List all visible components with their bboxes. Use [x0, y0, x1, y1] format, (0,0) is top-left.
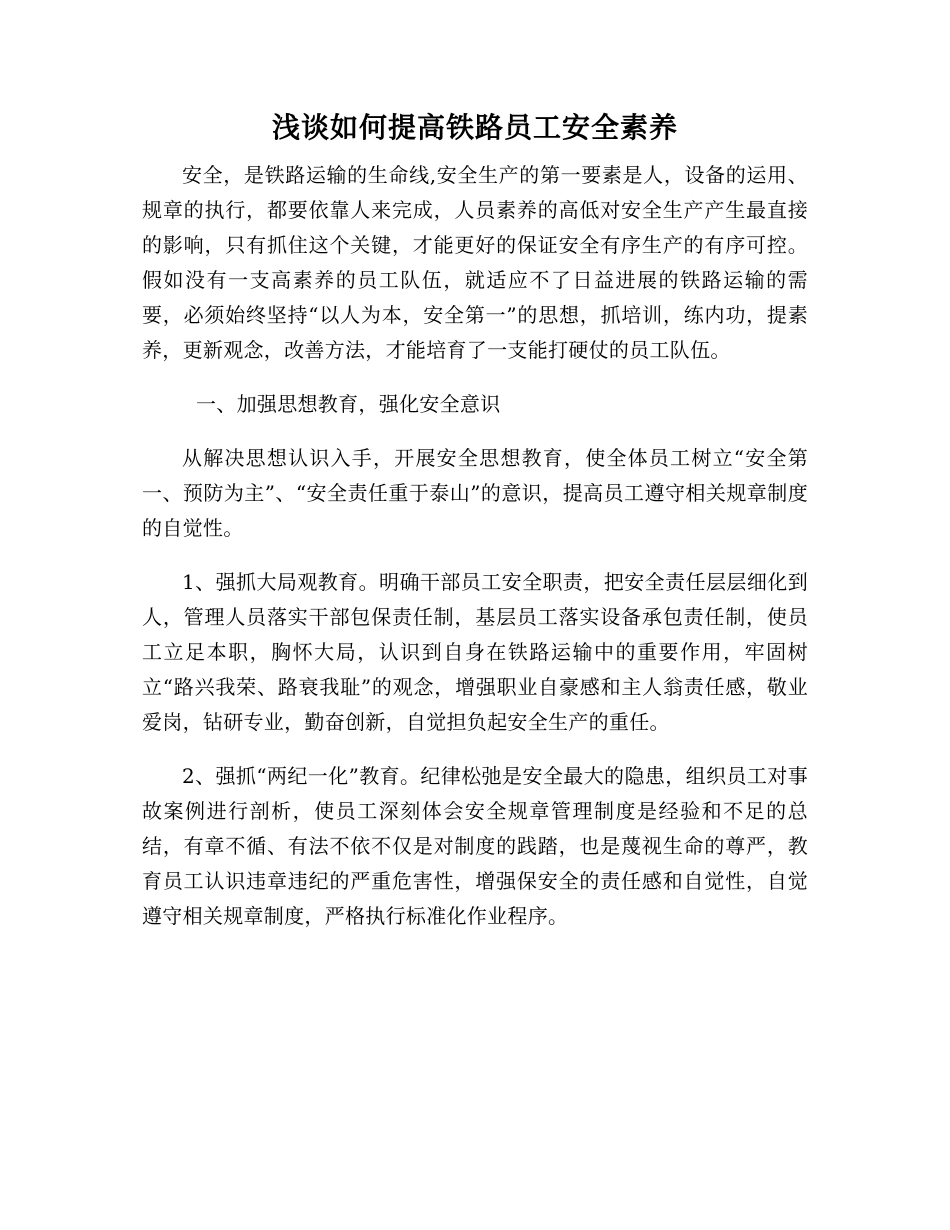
- paragraph-gap: [142, 368, 808, 387]
- section-1-intro-paragraph: 从解决思想认识入手，开展安全思想教育，使全体员工树立“安全第一、预防为主”、“安全责任重于泰山”的意识，提高员工遵守相关规章制度的自觉性。: [142, 446, 808, 540]
- section-heading-1: 一、加强思想教育，强化安全意识: [196, 392, 501, 416]
- point-2-paragraph: 2、强抓“两纪一化”教育。纪律松弛是安全最大的隐患，组织员工对事故案例进行剖析，使员工深刻体会安全规章管理制度是经验和不足的总结，有章不循、有法不依不仅是对制度的践踏，也是蔑视生命的尊严，教育员工认识违章违纪的严重危害性，增强保安全的责任感和自觉性，自觉遵守相关规章制度，严格执行标准化作业程序。: [142, 764, 808, 928]
- point-1-paragraph: 1、强抓大局观教育。明确干部员工安全职责，把安全责任层层细化到人，管理人员落实干部包保责任制，基层员工落实设备承包责任制，使员工立足本职，胸怀大局，认识到自身在铁路运输中的重要作用，牢固树立“路兴我荣、路衰我耻”的观念，增强职业自豪感和主人翁责任感，敬业爱岗，钻研专业，勤奋创新，自觉担负起安全生产的重任。: [142, 570, 808, 734]
- paragraph-gap: [142, 422, 808, 441]
- intro-paragraph: 安全，是铁路运输的生命线,安全生产的第一要素是人，设备的运用、规章的执行，都要依靠人来完成，人员素养的高低对安全生产产生最直接的影响，只有抓住这个关键，才能更好的保证安全有序生产的有序可控。假如没有一支高素养的员工队伍，就适应不了日益进展的铁路运输的需要，必须始终坚持“以人为本，安全第一”的思想，抓培训，练内功，提素养，更新观念，改善方法，才能培育了一支能打硬仗的员工队伍。: [142, 163, 808, 362]
- document-title: 浅谈如何提高铁路员工安全素养: [271, 111, 678, 144]
- paragraph-gap: [142, 740, 808, 759]
- paragraph-gap: [142, 546, 808, 565]
- document-page: [142, 108, 808, 934]
